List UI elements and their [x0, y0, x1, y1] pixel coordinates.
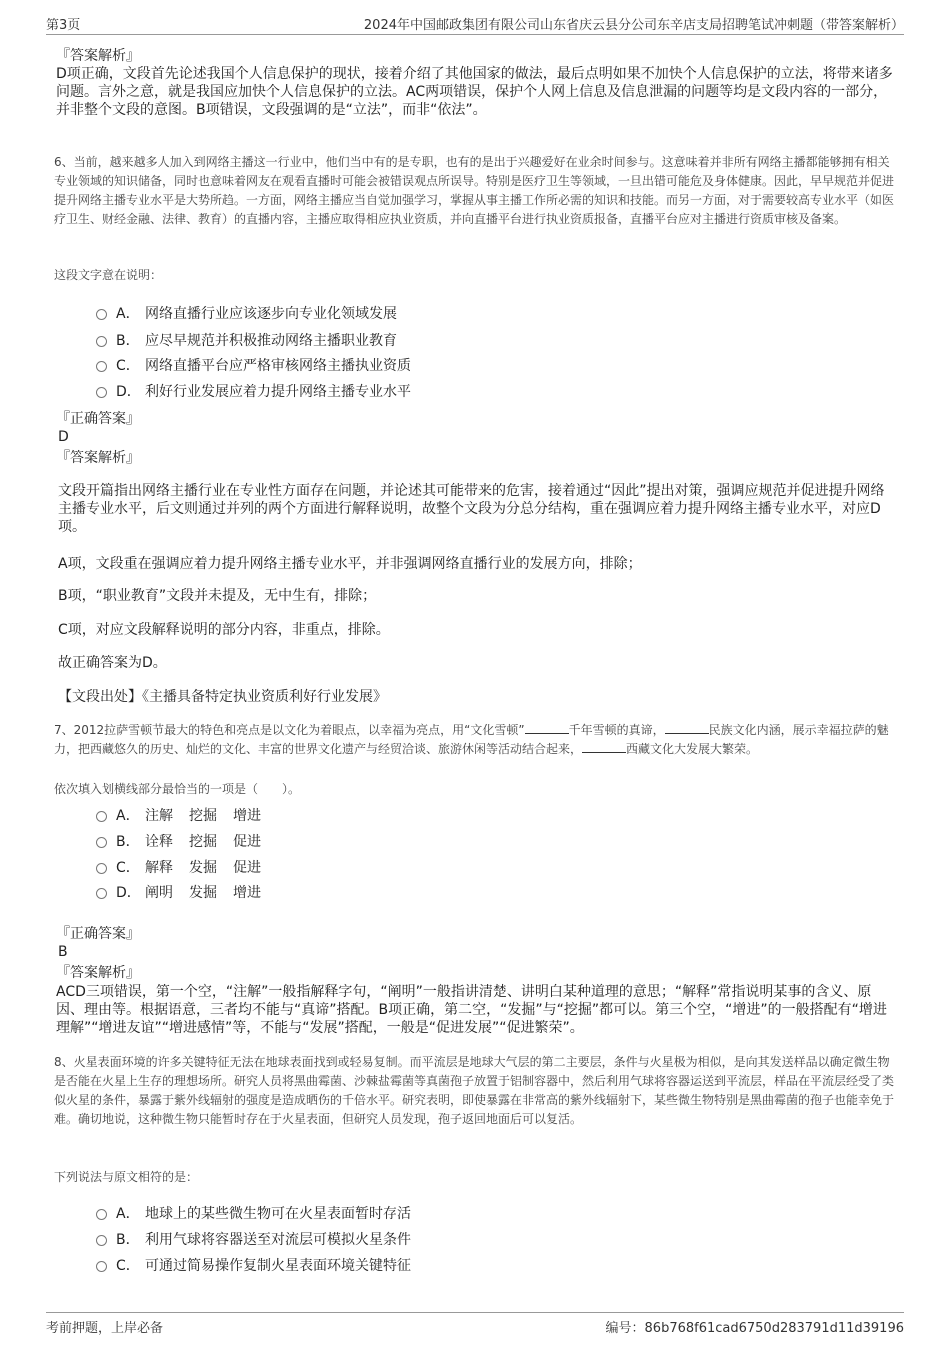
- q8-prompt: 下列说法与原文相符的是：: [54, 1170, 199, 1184]
- page-footer: [46, 1312, 904, 1335]
- q6-analysis-label: 『答案解析』: [56, 450, 140, 466]
- q8-stem: 8、火星表面环境的许多关键特征无法在地球表面找到或轻易复制。而平流层是地球大气层的第二主要层，条件与火星极为相似，是向其发送样品以确定微生物是否能在火星上生存的理想场所。研究人员将黑曲霉菌、沙棘盐霉菌等真菌孢子放置于铝制容器中，然后利用气球将容器运送到平流层，样品在平流层经受了类似火星的条件，暴露于紫外线辐射的强度是造成晒伤的千倍水平。研究表明，即使暴露在非常高的紫外线辐射下，某些微生物特别是黑曲霉菌的孢子也能幸免于难。确切地说，这种微生物只能暂时存在于火星表面，但研究人员发现，孢子返回地面后可以复活。: [54, 1055, 895, 1126]
- q6-stem: 6、当前，越来越多人加入到网络主播这一行业中，他们当中有的是专职，也有的是出于兴趣爱好在业余时间参与。这意味着并非所有网络主播都能够拥有相关专业领域的知识储备，同时也意味着网友在观看直播时可能会被错误观点所误导。特别是医疗卫生等领域，一旦出错可能危及身体健康。因此，早早规范并促进提升网络主播专业水平是大势所趋。一方面，网络主播应当自觉加强学习，掌握从事主播工作所必需的知识和技能。而另一方面，对于需要较高专业水平（如医疗卫生、财经金融、法律、教育）的直播内容，主播应取得相应执业资质，并向直播平台进行执业资质报备，直播平台应对主播进行资质审核及备案。: [54, 155, 895, 226]
- radio-icon[interactable]: [96, 811, 107, 822]
- q7-option-b[interactable]: B． 诠释 挖掘 促进: [96, 831, 277, 851]
- radio-icon[interactable]: [96, 837, 107, 848]
- q7-stem: 7、2012拉萨雪顿节最大的特色和亮点是以文化为着眼点，以幸福为亮点，用“文化雪顿” 千年雪顿的真谛， 民族文化内涵，展示幸福拉萨的魅力，把西藏悠久的历史、灿烂的文化、丰富的世界文化遗产与经贸洽谈、旅游休闲等活动结合起来， 西藏文化大发展大繁荣。: [54, 723, 889, 756]
- q6-option-d[interactable]: D． 利好行业发展应着力提升网络主播专业水平: [96, 381, 411, 401]
- q6-conclusion: 故正确答案为D。: [58, 655, 167, 671]
- q7-prompt: 依次填入划横线部分最恰当的一项是（ ）。: [54, 782, 301, 796]
- page-header: [46, 14, 904, 35]
- q6-analysis-a: A项，文段重在强调应着力提升网络主播专业水平，并非强调网络直播行业的发展方向，排除；: [58, 556, 642, 572]
- blank-3: [582, 740, 626, 753]
- radio-icon[interactable]: [96, 1235, 107, 1246]
- radio-icon[interactable]: [96, 387, 107, 398]
- q8-option-c[interactable]: C． 可通过简易操作复制火星表面环境关键特征: [96, 1255, 411, 1275]
- radio-icon[interactable]: [96, 336, 107, 347]
- radio-icon[interactable]: [96, 361, 107, 372]
- q6-option-a[interactable]: A． 网络直播行业应该逐步向专业化领域发展: [96, 303, 397, 323]
- footer-slogan: 考前押题，上岸必备: [46, 1321, 164, 1336]
- blank-1: [525, 721, 569, 734]
- q8-option-b[interactable]: B． 利用气球将容器送至对流层可模拟火星条件: [96, 1229, 411, 1249]
- q7-option-c[interactable]: C． 解释 发掘 促进: [96, 857, 277, 877]
- q6-option-c[interactable]: C． 网络直播平台应严格审核网络主播执业资质: [96, 355, 411, 375]
- radio-icon[interactable]: [96, 309, 107, 320]
- q7-analysis: ACD三项错误，第一个空，“注解”一般指解释字句，“阐明”一般指讲清楚、讲明白某种道理的意思；“解释”常指说明某事的含义、原因、理由等。根据语意，三者均不能与“真谛”搭配。B项正确，第二空，“发掘”与“挖掘”都可以。第三个空，“增进”的一般搭配有“增进理解”“增进友谊”“增进感情”等，不能与“发展”搭配，一般是“促进发展”“促进繁荣”。: [56, 984, 887, 1036]
- q6-analysis-c: C项，对应文段解释说明的部分内容，非重点，排除。: [58, 622, 390, 638]
- q6-analysis: 文段开篇指出网络主播行业在专业性方面存在问题，并论述其可能带来的危害，接着通过“因此”提出对策，强调应规范并促进提升网络主播专业水平，后文则通过并列的两个方面进行解释说明，故整个文段为分总分结构，重在强调应着力提升网络主播专业水平，对应D项。: [58, 483, 885, 535]
- document-title: 2024年中国邮政集团有限公司山东省庆云县分公司东辛店支局招聘笔试冲刺题（带答案解析）: [363, 18, 904, 33]
- q7-option-d[interactable]: D． 阐明 发掘 增进: [96, 882, 277, 902]
- radio-icon[interactable]: [96, 1209, 107, 1220]
- q7-answer-label: 『正确答案』: [56, 926, 140, 942]
- q7-answer: B: [58, 944, 68, 960]
- q7-option-a[interactable]: A． 注解 挖掘 增进: [96, 805, 277, 825]
- radio-icon[interactable]: [96, 863, 107, 874]
- q8-option-a[interactable]: A． 地球上的某些微生物可在火星表面暂时存活: [96, 1203, 411, 1223]
- radio-icon[interactable]: [96, 888, 107, 899]
- q6-analysis-b: B项，“职业教育”文段并未提及，无中生有，排除；: [58, 588, 377, 604]
- q6-source: 【文段出处】《主播具备特定执业资质利好行业发展》: [58, 689, 387, 705]
- q6-option-b[interactable]: B． 应尽早规范并积极推动网络主播职业教育: [96, 330, 397, 350]
- radio-icon[interactable]: [96, 1261, 107, 1272]
- blank-2: [665, 721, 709, 734]
- q7-analysis-label: 『答案解析』: [56, 965, 140, 981]
- q6-prompt: 这段文字意在说明：: [54, 268, 163, 282]
- q6-answer-label: 『正确答案』: [56, 411, 140, 427]
- q5-analysis: D项正确，文段首先论述我国个人信息保护的现状，接着介绍了其他国家的做法，最后点明如果不加快个人信息保护的立法，将带来诸多问题。言外之意，就是我国应加快个人信息保护的立法。AC两项错误，保护个人网上信息及信息泄漏的问题等均是文段内容的一部分，并非整个文段的意图。B项错误，文段强调的是“立法”，而非“依法”。: [56, 66, 893, 118]
- q6-answer: D: [58, 429, 69, 445]
- page-number: 第3页: [46, 18, 81, 33]
- q5-analysis-label: 『答案解析』: [56, 48, 140, 64]
- footer-serial: 编号：86b768f61cad6750d283791d11d39196: [605, 1321, 904, 1336]
